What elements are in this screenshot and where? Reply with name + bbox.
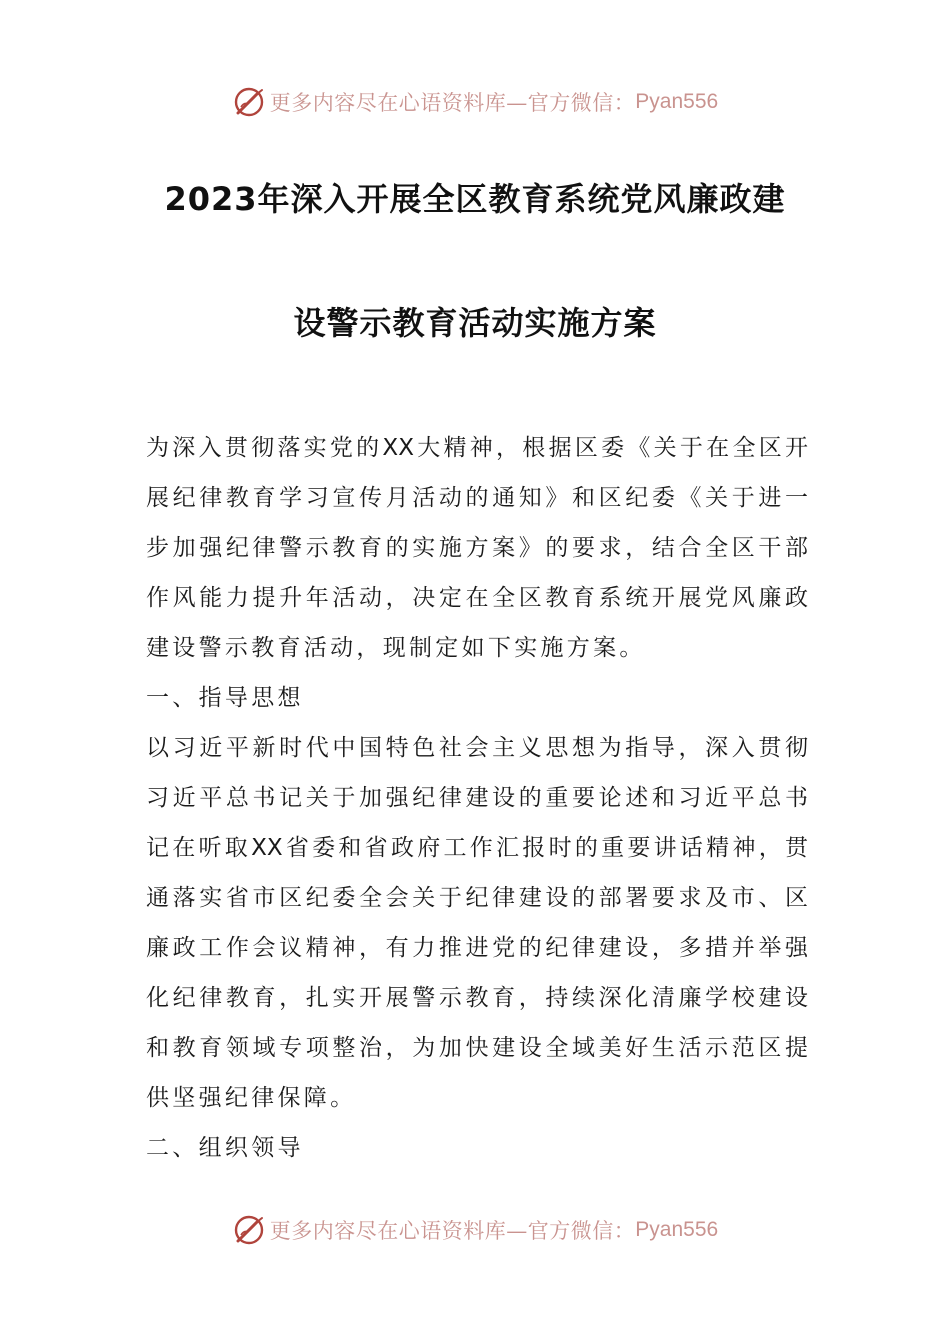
paragraph-line: 和教育领域专项整治，为加快建设全域美好生活示范区提 <box>146 1035 808 1061</box>
section-heading-guiding-ideology: 一、指导思想 <box>146 685 304 711</box>
paragraph-line: 化纪律教育，扎实开展警示教育，持续深化清廉学校建设 <box>146 985 808 1011</box>
paragraph-line: 作风能力提升年活动，决定在全区教育系统开展党风廉政 <box>146 585 808 611</box>
paragraph-line: 以习近平新时代中国特色社会主义思想为指导，深入贯彻 <box>146 735 808 761</box>
paragraph-line: 建设警示教育活动，现制定如下实施方案。 <box>146 635 646 661</box>
document-title-line-1: 2023年深入开展全区教育系统党风廉政建 <box>164 180 786 218</box>
pen-logo-icon <box>232 1213 266 1247</box>
watermark-text: 更多内容尽在心语资料库—官方微信： <box>269 1219 636 1243</box>
paragraph-line: 展纪律教育学习宣传月活动的通知》和区纪委《关于进一 <box>146 485 808 511</box>
paragraph-line: 步加强纪律警示教育的实施方案》的要求，结合全区干部 <box>146 535 808 561</box>
section-heading-organization: 二、组织领导 <box>146 1135 304 1161</box>
watermark-wechat-id: Pyan556 <box>635 90 719 113</box>
document-body <box>146 423 808 1173</box>
watermark-wechat-id: Pyan556 <box>635 1218 719 1241</box>
paragraph-line: 廉政工作会议精神，有力推进党的纪律建设，多措并举强 <box>146 935 808 961</box>
document-title-line-2: 设警示教育活动实施方案 <box>293 304 657 342</box>
paragraph-line: 为深入贯彻落实党的XX大精神，根据区委《关于在全区开 <box>146 435 808 461</box>
watermark-banner-top <box>0 82 950 122</box>
watermark-banner-bottom <box>0 1210 950 1250</box>
paragraph-line: 记在听取XX省委和省政府工作汇报时的重要讲话精神，贯 <box>146 835 808 861</box>
paragraph-line: 通落实省市区纪委全会关于纪律建设的部署要求及市、区 <box>146 885 808 911</box>
paragraph-line: 供坚强纪律保障。 <box>146 1085 357 1111</box>
pen-logo-icon <box>232 85 266 119</box>
watermark-text: 更多内容尽在心语资料库—官方微信： <box>269 91 636 115</box>
paragraph-line: 习近平总书记关于加强纪律建设的重要论述和习近平总书 <box>146 785 808 811</box>
